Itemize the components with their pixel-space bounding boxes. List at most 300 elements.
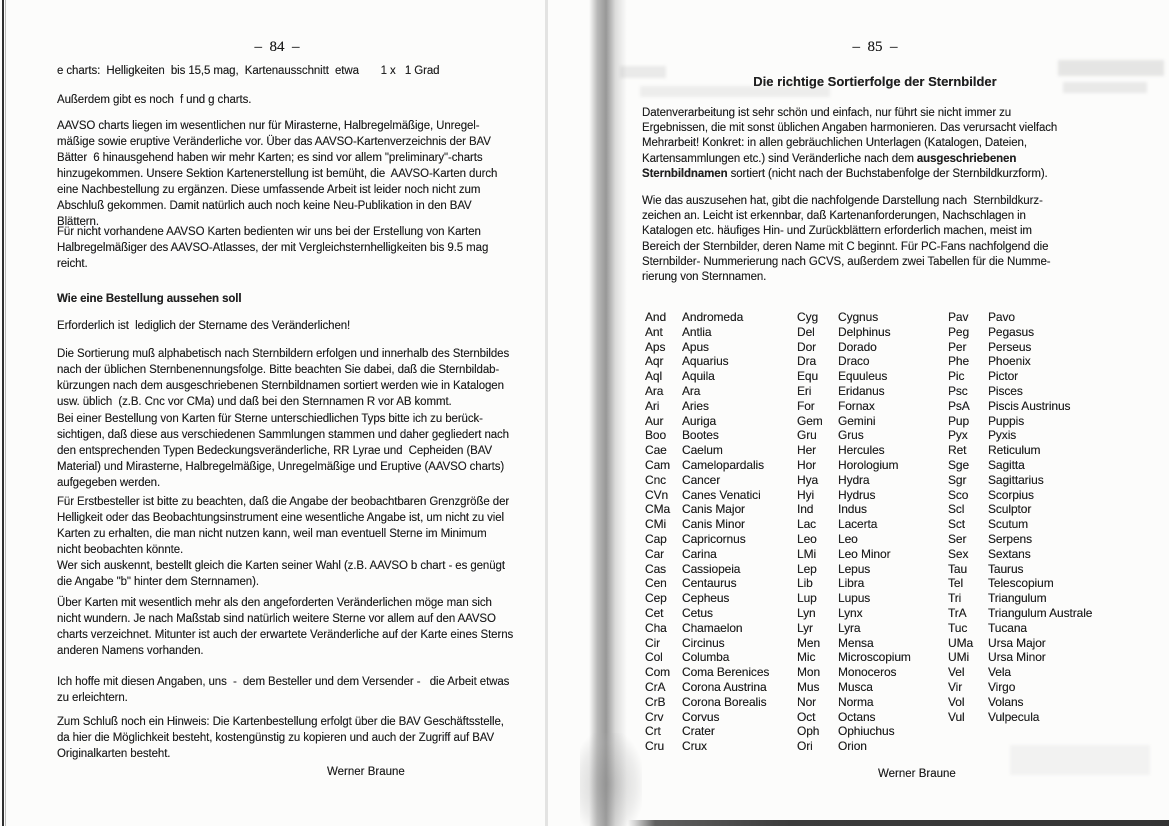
table-row bbox=[797, 665, 911, 680]
constellation-abbr: Tau bbox=[948, 561, 968, 576]
table-row bbox=[948, 650, 1092, 665]
table-row bbox=[645, 428, 769, 443]
table-row bbox=[948, 562, 1092, 577]
constellation-abbr: Aqr bbox=[645, 354, 664, 369]
table-row bbox=[797, 724, 911, 739]
table-row bbox=[645, 680, 769, 695]
text-line: Bei einer Bestellung von Karten für Sterne unterschiedlichen Typs bitte ich zu berück- bbox=[57, 413, 483, 425]
constellation-abbr: Dra bbox=[797, 354, 817, 369]
table-row bbox=[645, 636, 769, 651]
constellation-name: Ursa Major bbox=[988, 635, 1046, 650]
constellation-name: Aquarius bbox=[682, 354, 729, 369]
constellation-abbr: Sgr bbox=[948, 472, 967, 487]
constellation-name: Aquila bbox=[682, 369, 715, 384]
show-through-smudge bbox=[1058, 60, 1164, 76]
table-row bbox=[645, 517, 769, 532]
constellation-abbr: Peg bbox=[948, 324, 970, 339]
text-line: Für nicht vorhandene AAVSO Karten bedienten wir uns bei der Erstellung von Karten bbox=[57, 226, 481, 238]
text-block bbox=[57, 714, 504, 762]
constellation-name: Canes Venatici bbox=[682, 487, 761, 502]
constellation-name: Andromeda bbox=[682, 310, 744, 324]
constellation-abbr: Gem bbox=[797, 413, 823, 428]
table-row bbox=[948, 591, 1092, 606]
constellation-abbr: Lyr bbox=[797, 620, 813, 635]
text-line: Kartensammlungen etc.) sind Veränderliche nach dem ausgeschriebenen bbox=[642, 152, 1017, 165]
text-block bbox=[57, 494, 509, 558]
text-block bbox=[57, 63, 439, 79]
show-through-smudge bbox=[640, 86, 830, 97]
table-row bbox=[797, 502, 911, 517]
table-row bbox=[645, 310, 769, 325]
constellation-abbr: Sex bbox=[948, 546, 969, 561]
table-row bbox=[645, 562, 769, 577]
text-block bbox=[57, 318, 350, 334]
constellation-name: Camelopardalis bbox=[682, 457, 764, 472]
constellation-name: Scorpius bbox=[988, 487, 1034, 502]
constellation-abbr: Vel bbox=[948, 665, 965, 680]
constellation-abbr: LMi bbox=[797, 546, 817, 561]
constellation-abbr: Aps bbox=[645, 339, 666, 354]
text-block bbox=[57, 674, 509, 706]
text-line: Sternbildnamen sortiert (nicht nach der Buchstabenfolge der Sternbildkurzform). bbox=[642, 167, 1048, 180]
constellation-name: Pisces bbox=[988, 383, 1023, 398]
constellation-abbr: And bbox=[645, 310, 667, 324]
constellation-name: Antlia bbox=[682, 324, 712, 339]
constellation-abbr: CrB bbox=[645, 694, 666, 709]
table-row bbox=[948, 414, 1092, 429]
table-row bbox=[797, 739, 911, 754]
constellation-name: Capricornus bbox=[682, 531, 746, 546]
constellation-abbr: Dor bbox=[797, 339, 817, 354]
constellation-abbr: Crv bbox=[645, 709, 664, 724]
constellation-abbr: Cha bbox=[645, 620, 667, 635]
constellation-name: Volans bbox=[988, 694, 1024, 709]
constellation-name: Columba bbox=[682, 650, 730, 665]
constellation-name: Hydrus bbox=[838, 487, 876, 502]
table-row bbox=[797, 473, 911, 488]
constellation-name: Eridanus bbox=[838, 383, 885, 398]
text-line: sichtigen, daß diese aus verschiedenen Sammlungen stammen und daher gegliedert nach bbox=[57, 429, 509, 441]
constellation-abbr: Com bbox=[645, 665, 671, 680]
constellation-name: Lupus bbox=[838, 591, 871, 606]
text-line: charts verzeichnet. Mitunter ist auch der erwartete Veränderliche auf der Karte eines Sterns bbox=[57, 629, 514, 641]
constellation-name: Crux bbox=[682, 739, 707, 754]
constellation-name: Canis Major bbox=[682, 502, 745, 517]
table-row bbox=[948, 354, 1092, 369]
text-line: Abschluß gekommen. Damit natürlich auch noch keine Neu-Publikation in den BAV bbox=[57, 200, 472, 212]
table-row bbox=[948, 636, 1092, 651]
table-row bbox=[797, 458, 911, 473]
constellation-abbr: Mus bbox=[797, 679, 820, 694]
constellation-abbr: Cap bbox=[645, 531, 667, 546]
table-row bbox=[645, 532, 769, 547]
constellation-name: Carina bbox=[682, 546, 717, 561]
table-row bbox=[797, 576, 911, 591]
table-row bbox=[645, 414, 769, 429]
constellation-name: Ursa Minor bbox=[988, 650, 1046, 665]
text-line: Originalkarten besteht. bbox=[57, 748, 171, 760]
table-row bbox=[797, 532, 911, 547]
text-line: Wie eine Bestellung aussehen soll bbox=[57, 293, 242, 305]
constellation-abbr: Boo bbox=[645, 428, 667, 443]
constellation-name: Equuleus bbox=[838, 369, 888, 384]
constellation-name: Lyra bbox=[838, 620, 861, 635]
signature-left: Werner Braune bbox=[327, 766, 405, 778]
table-row bbox=[797, 621, 911, 636]
constellation-name: Microscopium bbox=[838, 650, 911, 665]
constellation-name: Corona Austrina bbox=[682, 679, 767, 694]
text-line: Bereich der Sternbilder, deren Name mit C beginnt. Für PC-Fans nachfolgend die bbox=[642, 240, 1049, 253]
constellation-abbr: Pup bbox=[948, 413, 970, 428]
table-row bbox=[948, 325, 1092, 340]
constellation-name: Orion bbox=[838, 739, 867, 754]
table-row bbox=[645, 606, 769, 621]
table-row bbox=[797, 443, 911, 458]
constellation-name: Circinus bbox=[682, 635, 725, 650]
constellation-name: Lynx bbox=[838, 605, 863, 620]
table-row bbox=[797, 354, 911, 369]
show-through-smudge bbox=[1063, 82, 1147, 93]
table-row bbox=[797, 325, 911, 340]
table-row bbox=[948, 665, 1092, 680]
table-row bbox=[797, 399, 911, 414]
text-line: Bätter 6 hinausgehend haben wir mehr Karten; es sind vor allem "preliminary"-charts bbox=[57, 152, 483, 164]
constellation-name: Sculptor bbox=[988, 502, 1032, 517]
constellation-name: Mensa bbox=[838, 635, 874, 650]
constellation-abbr: Cru bbox=[645, 739, 665, 754]
table-row bbox=[948, 576, 1092, 591]
constellation-abbr: CMi bbox=[645, 517, 667, 532]
constellation-name: Caelum bbox=[682, 443, 723, 458]
constellation-name: Chamaelon bbox=[682, 620, 743, 635]
text-line: Die Sortierung muß alphabetisch nach Sternbildern erfolgen und innerhalb des Sternbildes bbox=[57, 348, 510, 360]
constellation-name: Fornax bbox=[838, 398, 875, 413]
table-row bbox=[948, 680, 1092, 695]
constellation-name: Hydra bbox=[838, 472, 870, 487]
constellation-name: Apus bbox=[682, 339, 709, 354]
constellation-abbr: Tuc bbox=[948, 620, 968, 635]
constellation-abbr: Equ bbox=[797, 369, 819, 384]
constellation-name: Aries bbox=[682, 398, 709, 413]
text-line: Erforderlich ist lediglich der Stername des Veränderlichen! bbox=[57, 320, 351, 332]
constellation-abbr: Hor bbox=[797, 457, 817, 472]
text-line: Über Karten mit wesentlich mehr als den angeforderten Veränderlichen möge man sich bbox=[57, 597, 492, 609]
constellation-abbr: UMa bbox=[948, 635, 974, 650]
table-row bbox=[645, 354, 769, 369]
text-line: eine Nachbestellung zu ergänzen. Diese umfassende Arbeit ist leider noch nicht zum bbox=[57, 184, 481, 196]
constellation-name: Octans bbox=[838, 709, 876, 724]
constellation-abbr: Cen bbox=[645, 576, 667, 591]
constellation-abbr: Psc bbox=[948, 383, 968, 398]
constellation-abbr: PsA bbox=[948, 398, 970, 413]
table-row bbox=[797, 650, 911, 665]
constellation-name: Corvus bbox=[682, 709, 720, 724]
table-row bbox=[797, 695, 911, 710]
text-line: Karten zu erhalten, die man nicht nutzen kann, weil man eventuell Sterne im Minimum bbox=[57, 528, 487, 540]
text-line: nach der üblichen Sternbenennungsfolge. Bitte beachten Sie dabei, daß die Sternbildab- bbox=[57, 364, 500, 376]
table-row bbox=[948, 443, 1092, 458]
table-row bbox=[797, 340, 911, 355]
constellation-abbr: Eri bbox=[797, 383, 812, 398]
constellation-abbr: Leo bbox=[797, 531, 817, 546]
constellation-name: Sagitta bbox=[988, 457, 1025, 472]
table-row bbox=[797, 606, 911, 621]
constellation-abbr: Cyg bbox=[797, 310, 819, 324]
text-block bbox=[57, 92, 251, 108]
text-block bbox=[57, 224, 488, 272]
text-line: Zum Schluß noch ein Hinweis: Die Kartenbestellung erfolgt über die BAV Geschäftsstelle, bbox=[57, 716, 504, 728]
text-line: hinzugekommen. Unsere Sektion Kartenerstellung ist bemüht, die AAVSO-Karten durch bbox=[57, 168, 498, 180]
constellation-name: Horologium bbox=[838, 457, 899, 472]
constellation-abbr: Lib bbox=[797, 576, 813, 591]
constellation-name: Puppis bbox=[988, 413, 1025, 428]
constellation-name: Pegasus bbox=[988, 324, 1034, 339]
constellation-abbr: CVn bbox=[645, 487, 669, 502]
text-line: usw. üblich (z.B. Cnc vor CMa) und daß bei den Sternnamen R vor AB kommt. bbox=[57, 396, 452, 408]
constellation-abbr: Lep bbox=[797, 561, 817, 576]
table-row bbox=[948, 621, 1092, 636]
text-line: kürzungen nach dem ausgeschriebenen Sternbildnamen sortiert werden wie in Katalogen bbox=[57, 380, 504, 392]
constellation-name: Piscis Austrinus bbox=[988, 398, 1071, 413]
constellation-abbr: UMi bbox=[948, 650, 970, 665]
table-row bbox=[645, 576, 769, 591]
constellation-name: Triangulum bbox=[988, 591, 1047, 606]
table-row bbox=[797, 384, 911, 399]
constellation-abbr: Vul bbox=[948, 709, 965, 724]
constellation-name: Taurus bbox=[988, 561, 1024, 576]
table-row bbox=[645, 340, 769, 355]
constellation-name: Monoceros bbox=[838, 665, 897, 680]
table-row bbox=[645, 458, 769, 473]
table-row bbox=[797, 562, 911, 577]
constellation-name: Pictor bbox=[988, 369, 1019, 384]
book-gutter-shadow bbox=[589, 0, 627, 826]
text-line: anderen Namens vorhanden. bbox=[57, 645, 204, 657]
table-row bbox=[645, 384, 769, 399]
constellation-name: Perseus bbox=[988, 339, 1032, 354]
table-row bbox=[948, 399, 1092, 414]
table-row bbox=[645, 621, 769, 636]
table-row bbox=[645, 724, 769, 739]
constellation-abbr: Aur bbox=[645, 413, 664, 428]
table-row bbox=[797, 710, 911, 725]
constellation-abbr: Ari bbox=[645, 398, 660, 413]
text-line: Mehrarbeit! Konkret: in allen gebräuchlichen Unterlagen (Katalogen, Dateien, bbox=[642, 137, 1027, 150]
constellation-abbr: Car bbox=[645, 546, 665, 561]
table-row bbox=[645, 710, 769, 725]
constellation-name: Pyxis bbox=[988, 428, 1017, 443]
constellation-abbr: Ret bbox=[948, 443, 967, 458]
text-line: zeichen an. Leicht ist erkennbar, daß Kartenanforderungen, Nachschlagen in bbox=[642, 210, 1026, 223]
text-line: mäßige sowie eruptive Veränderliche vor. Über das AAVSO-Kartenverzeichnis der BAV bbox=[57, 136, 491, 148]
constellation-name: Libra bbox=[838, 576, 865, 591]
text-line: Ergebnissen, die mit sonst üblichen Angaben harmonieren. Das verursacht vielfach bbox=[642, 122, 1058, 135]
table-row bbox=[645, 695, 769, 710]
constellation-name: Bootes bbox=[682, 428, 719, 443]
constellation-abbr: Hyi bbox=[797, 487, 815, 502]
constellation-abbr: Col bbox=[645, 650, 663, 665]
constellation-abbr: Ser bbox=[948, 531, 967, 546]
text-block bbox=[642, 194, 1050, 285]
constellation-name: Cygnus bbox=[838, 310, 879, 324]
constellation-name: Musca bbox=[838, 679, 873, 694]
text-line: Blättern. bbox=[57, 216, 99, 228]
table-row bbox=[948, 340, 1092, 355]
constellation-abbr: Ori bbox=[797, 739, 813, 754]
text-block bbox=[57, 291, 242, 307]
table-row bbox=[948, 310, 1092, 325]
constellation-abbr: Vir bbox=[948, 679, 963, 694]
table-row bbox=[797, 591, 911, 606]
constellation-name: Ara bbox=[682, 383, 701, 398]
table-row bbox=[948, 532, 1092, 547]
text-block bbox=[642, 106, 1057, 182]
constellation-abbr: Mon bbox=[797, 665, 821, 680]
text-block bbox=[57, 346, 509, 410]
constellation-name: Hercules bbox=[838, 443, 885, 458]
constellation-name: Vulpecula bbox=[988, 709, 1040, 724]
text-line: nicht wundern. Je nach Maßstab sind natürlich weitere Sterne vor allem auf den AAVSO bbox=[57, 613, 496, 625]
text-line: AAVSO charts liegen im wesentlichen nur für Mirasterne, Halbregelmäßige, Unregel- bbox=[57, 120, 480, 132]
constellation-abbr: Tel bbox=[948, 576, 964, 591]
constellation-name: Leo Minor bbox=[838, 546, 891, 561]
constellation-abbr: Cas bbox=[645, 561, 667, 576]
constellation-abbr: Lac bbox=[797, 517, 817, 532]
constellation-name: Coma Berenices bbox=[682, 665, 770, 680]
constellation-name: Cancer bbox=[682, 472, 721, 487]
text-line: Halbregelmäßiger des AAVSO-Atlasses, der mit Vergleichsternhelligkeiten bis 9.5 mag bbox=[57, 242, 489, 254]
show-through-smudge bbox=[1010, 745, 1150, 775]
scan-bottom-edge-band bbox=[628, 820, 1169, 826]
table-row bbox=[948, 710, 1092, 725]
table-row bbox=[797, 636, 911, 651]
table-row bbox=[645, 591, 769, 606]
text-line: Sternbilder- Nummerierung nach GCVS, außerdem zwei Tabellen für die Numme- bbox=[642, 255, 1051, 268]
text-block bbox=[57, 411, 509, 491]
table-row bbox=[948, 547, 1092, 562]
table-row bbox=[948, 488, 1092, 503]
constellation-abbr: For bbox=[797, 398, 815, 413]
constellation-abbr: Cnc bbox=[645, 472, 667, 487]
constellation-abbr: Scl bbox=[948, 502, 965, 517]
table-row bbox=[948, 502, 1092, 517]
constellation-abbr: Aql bbox=[645, 369, 663, 384]
constellation-name: Cetus bbox=[682, 605, 713, 620]
text-line: reicht. bbox=[57, 258, 88, 270]
constellation-abbr: Sco bbox=[948, 487, 969, 502]
text-line: nicht beobachten könnte. bbox=[57, 544, 184, 556]
constellation-abbr: Cae bbox=[645, 443, 667, 458]
constellation-abbr: Her bbox=[797, 443, 817, 458]
constellation-abbr: Ind bbox=[797, 502, 814, 517]
text-block bbox=[57, 558, 505, 590]
table-row bbox=[645, 443, 769, 458]
constellation-abbr: Men bbox=[797, 635, 821, 650]
constellation-name: Indus bbox=[838, 502, 867, 517]
constellation-name: Serpens bbox=[988, 531, 1032, 546]
constellation-abbr: TrA bbox=[948, 605, 967, 620]
constellation-name: Delphinus bbox=[838, 324, 891, 339]
text-line: zu erleichtern. bbox=[57, 692, 128, 704]
text-line: Wer sich auskennt, bestellt gleich die Karten seiner Wahl (z.B. AAVSO b chart - es genügt bbox=[57, 560, 505, 572]
constellation-name: Virgo bbox=[988, 679, 1016, 694]
table-row bbox=[948, 458, 1092, 473]
constellation-name: Sextans bbox=[988, 546, 1031, 561]
table-row bbox=[645, 665, 769, 680]
constellation-abbr: Hya bbox=[797, 472, 819, 487]
signature-right: Werner Braune bbox=[878, 768, 956, 780]
constellation-abbr: Per bbox=[948, 339, 967, 354]
text-line: Helligkeit oder das Beobachtungsinstrument eine wesentliche Angabe ist, um nicht zu viel bbox=[57, 512, 504, 524]
constellation-abbr: Oct bbox=[797, 709, 816, 724]
constellation-name: Lacerta bbox=[838, 517, 878, 532]
constellation-abbr: Ara bbox=[645, 383, 664, 398]
constellation-name: Pavo bbox=[988, 310, 1015, 324]
table-row bbox=[797, 680, 911, 695]
constellation-column bbox=[797, 310, 911, 754]
constellation-name: Grus bbox=[838, 428, 864, 443]
text-line: Ich hoffe mit diesen Angaben, uns - dem Besteller und dem Versender - die Arbeit etwas bbox=[57, 676, 510, 688]
constellation-abbr: Sge bbox=[948, 457, 970, 472]
constellation-abbr: Cep bbox=[645, 591, 667, 606]
table-row bbox=[645, 399, 769, 414]
constellation-table bbox=[585, 310, 1169, 756]
scan-left-edge-line-faint bbox=[5, 0, 6, 826]
constellation-abbr: Mic bbox=[797, 650, 816, 665]
text-line: Katalogen etc. häufiges Hin- und Zurückblättern erforderlich machen, meist im bbox=[642, 225, 1032, 238]
constellation-name: Cassiopeia bbox=[682, 561, 741, 576]
constellation-abbr: Del bbox=[797, 324, 815, 339]
table-row bbox=[645, 502, 769, 517]
constellation-name: Draco bbox=[838, 354, 870, 369]
text-line: rierung von Sternnamen. bbox=[642, 270, 767, 283]
constellation-abbr: Nor bbox=[797, 694, 817, 709]
text-line: Material) und Mirasterne, Halbregelmäßige, Unregelmäßige und Eruptive (AAVSO charts) bbox=[57, 461, 505, 473]
constellation-name: Dorado bbox=[838, 339, 877, 354]
table-row bbox=[948, 428, 1092, 443]
table-row bbox=[797, 517, 911, 532]
text-line: Datenverarbeitung ist sehr schön und einfach, nur führt sie nicht immer zu bbox=[642, 107, 1012, 119]
constellation-abbr: Cam bbox=[645, 457, 671, 472]
constellation-name: Sagittarius bbox=[988, 472, 1044, 487]
constellation-abbr: CrA bbox=[645, 679, 666, 694]
constellation-name: Phoenix bbox=[988, 354, 1031, 369]
table-row bbox=[948, 369, 1092, 384]
table-row bbox=[797, 414, 911, 429]
table-row bbox=[797, 488, 911, 503]
text-line: da hier die Möglichkeit besteht, kostengünstig zu kopieren und auch der Zugriff auf BAV bbox=[57, 732, 495, 744]
table-row bbox=[948, 517, 1092, 532]
constellation-name: Cepheus bbox=[682, 591, 730, 606]
left-page-edge-shadow bbox=[545, 0, 548, 826]
table-row bbox=[948, 695, 1092, 710]
constellation-name: Ophiuchus bbox=[838, 724, 895, 739]
constellation-abbr: Pyx bbox=[948, 428, 968, 443]
constellation-abbr: Gru bbox=[797, 428, 817, 443]
table-row bbox=[645, 739, 769, 754]
constellation-name: Norma bbox=[838, 694, 874, 709]
constellation-abbr: Lup bbox=[797, 591, 817, 606]
constellation-abbr: Tri bbox=[948, 591, 962, 606]
constellation-abbr: Pav bbox=[948, 310, 969, 324]
text-line: die Angabe "b" hinter dem Sternnamen). bbox=[57, 576, 259, 588]
show-through-smudge bbox=[620, 66, 666, 78]
constellation-abbr: Oph bbox=[797, 724, 820, 739]
constellation-abbr: Vol bbox=[948, 694, 965, 709]
constellation-abbr: Sct bbox=[948, 517, 966, 532]
gutter-bottom-smudge bbox=[580, 733, 642, 826]
constellation-name: Scutum bbox=[988, 517, 1029, 532]
